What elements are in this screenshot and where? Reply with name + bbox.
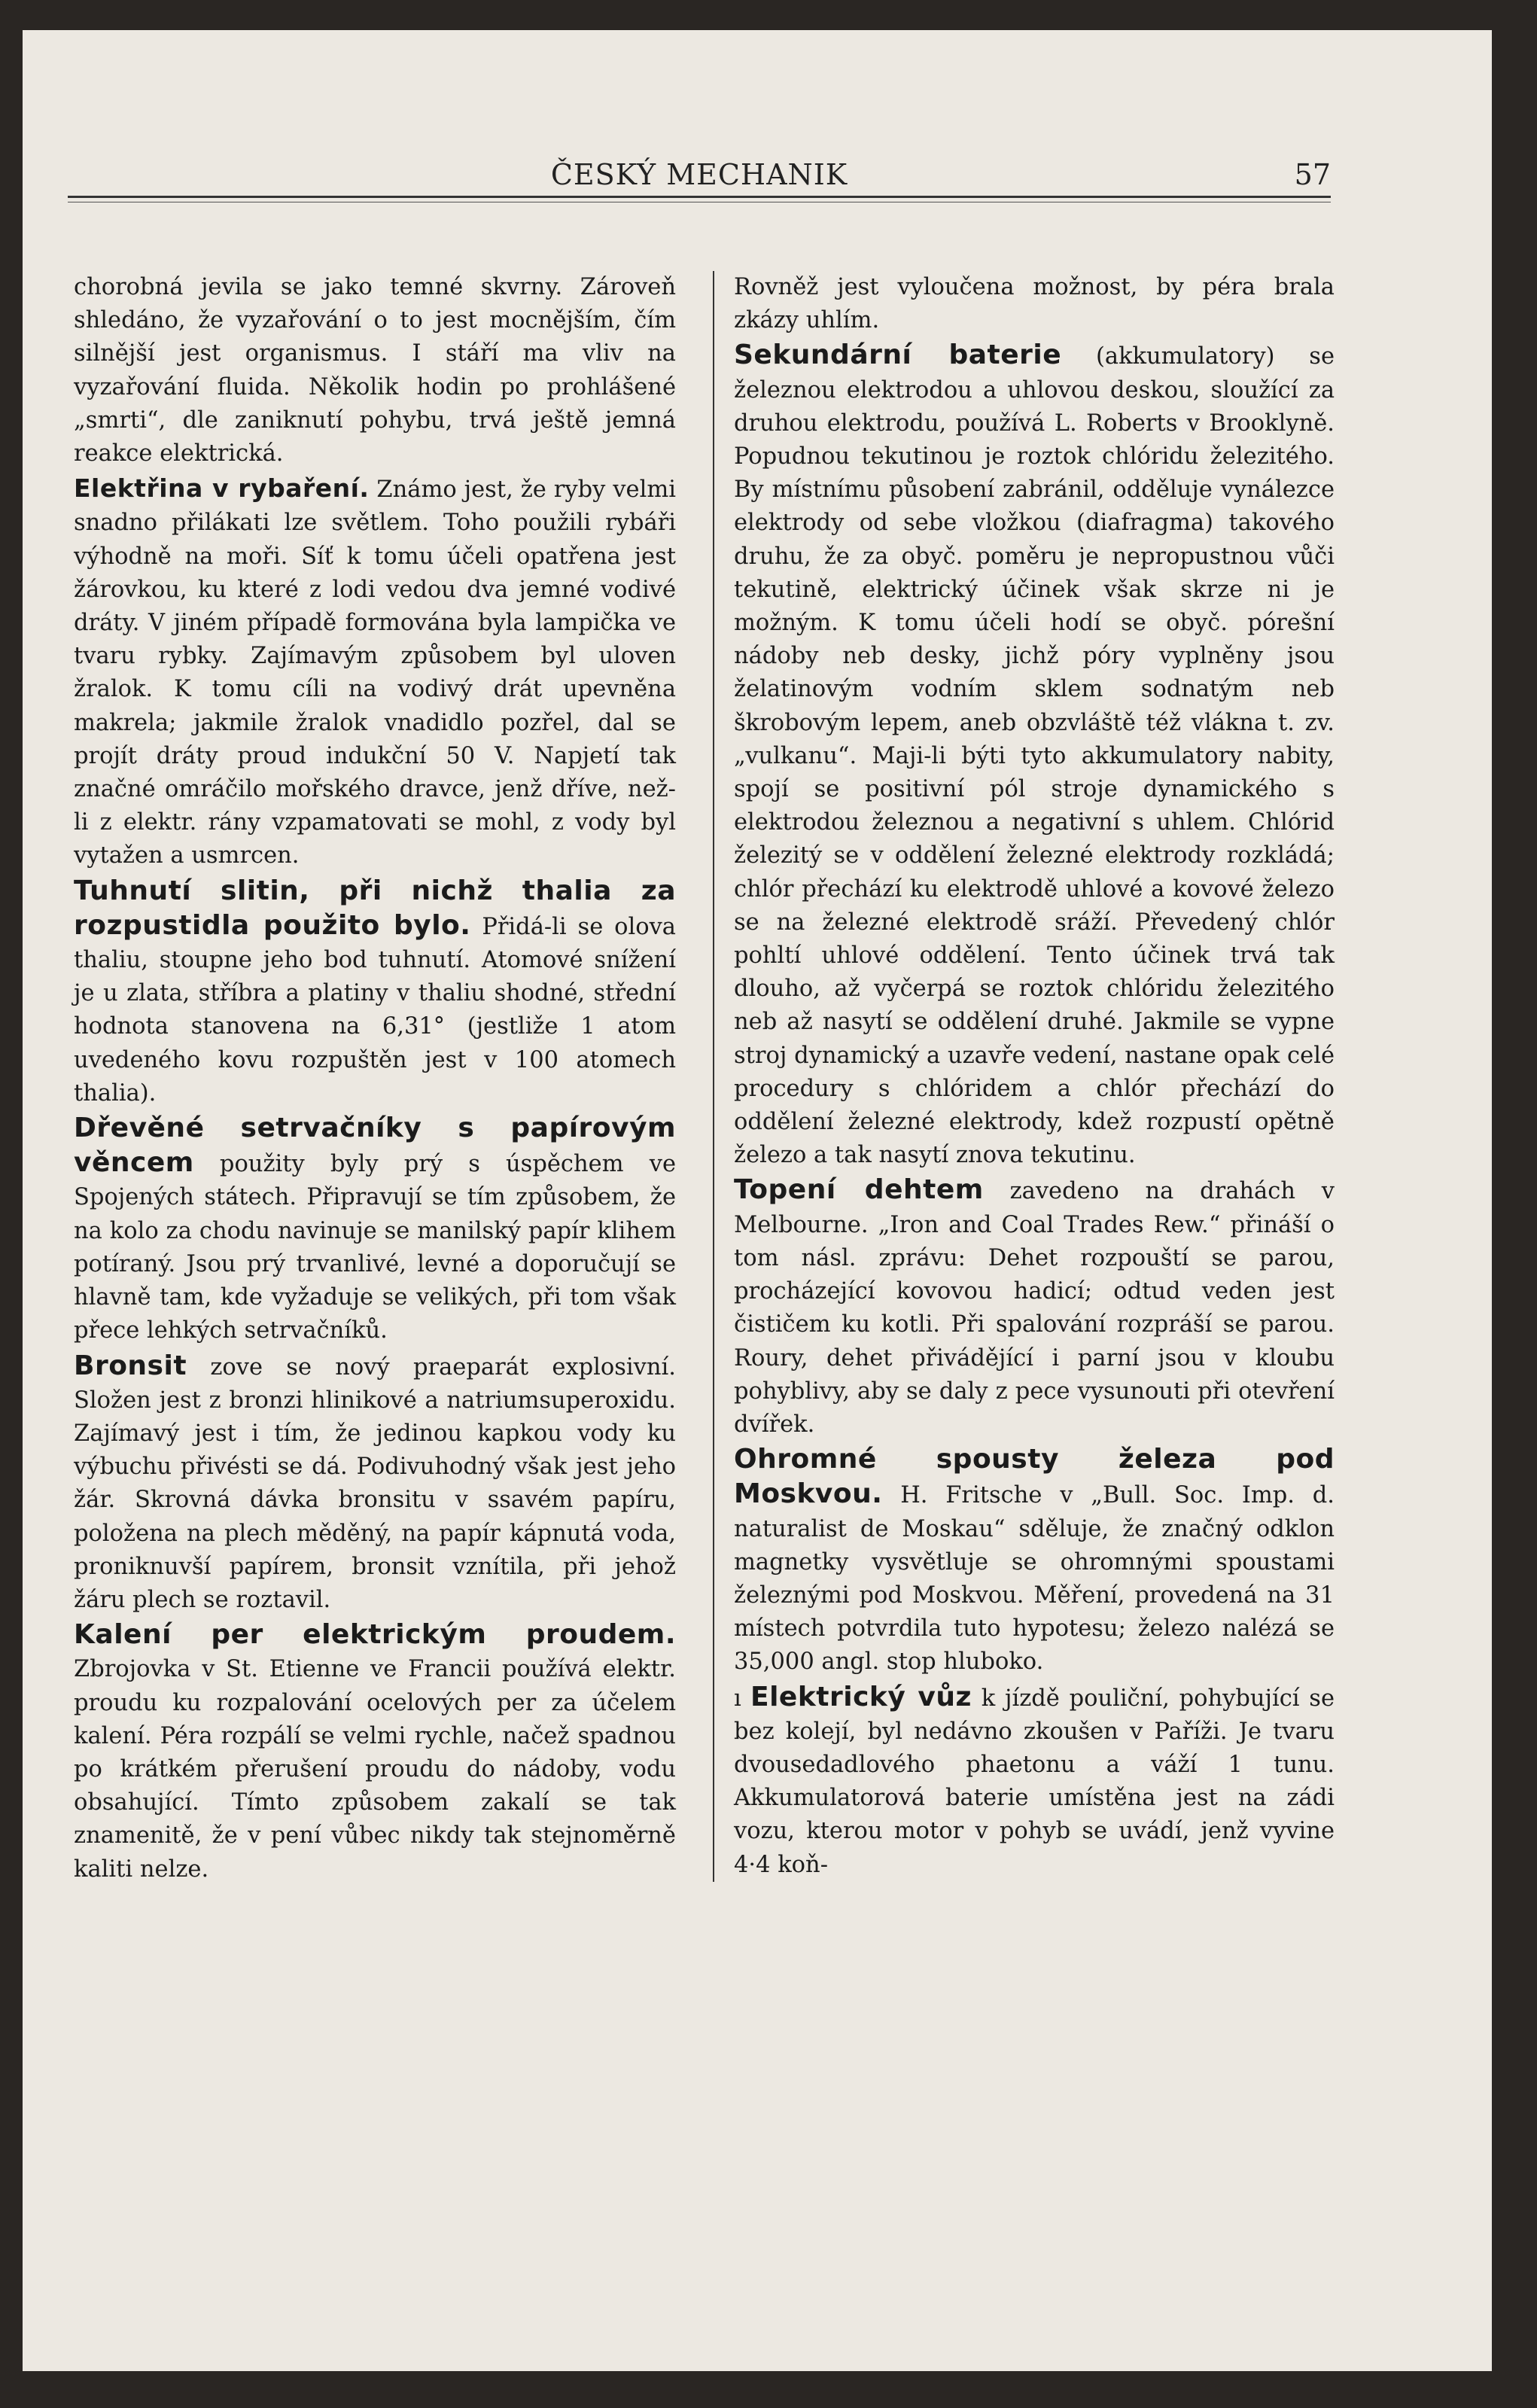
article-elektricky-vuz: [734, 1681, 1335, 1882]
article-heading: Sekundární baterie: [734, 339, 1062, 371]
article-text: použity byly prý s úspěchem ve Spojených státech. Připravují se tím způsobem, že na kolo za chodu navinuje se manilský papír klihem potíraný. Jsou prý trvanlivé, levné a doporučují se hlavně tam, kde vyžaduje se velikých, při tom však přece lehkých setrvačníků.: [74, 1151, 676, 1344]
article-text: H. Fritsche v „Bull. Soc. Imp. d. naturalist de Moskau“ sděluje, že značný odklon magnetky vysvětluje se ohromnými spoustami železnými pod Moskvou. Měření, provedená na 31 místech potvrdila tuto hypotesu; železo nalézá se 35,000 angl. stop hluboko.: [734, 1482, 1335, 1676]
article-bronsit: [74, 1350, 676, 1618]
page-number: 57: [1294, 158, 1331, 191]
article-text: chorobná jevila se jako temné skvrny. Zároveň shledáno, že vyzařování o to jest mocnějším, čím silnější jest organismus. I stáří ma vliv na vyzařování fluida. Několik hodin po prohlášené „smrti“, dle zaniknutí pohybu, trvá ještě jemná reakce elektrická.: [74, 274, 676, 467]
column-divider: [713, 271, 714, 1882]
article-heading: Elektřina v rybaření.: [74, 473, 370, 504]
article-setrvacniky: [74, 1112, 676, 1347]
article-heading: Elektrický vůz: [750, 1681, 972, 1712]
article-heading: Bronsit: [74, 1350, 187, 1381]
article-text: (akkumulatory) se železnou elektrodou a uhlovou deskou, sloužící za druhou elektrodu, používá L. Roberts v Brooklyně. Popudnou tekutinou je roztok chlóridu železitého. By místnímu působení zabránil, odděluje vynálezce elektrody od sebe vložkou (diafragma) takového druhu, že za obyč. poměru je nepropustnou vůči tekutině, elektrický účinek však skrze ni je možným. K tomu účeli hodí se obyč. pórešní nádoby neb desky, jichž póry vyplněny jsou želatinovým vodním sklem sodnatým neb škrobovým lepem, aneb obzvláště též vlákna t. zv. „vulkanu“. Maji-li býti tyto akkumulatory nabity, spojí se positivní pól stroje dynamického s elektrodou železnou a negativní s uhlem. Chlórid železitý se v oddělení železné elektrody rozkládá; chlór přechází ku elektrodě uhlové a kovové železo se na železné elektrodě sráží. Převedený chlór pohltí uhlové oddělení. Tento účinek trvá tak dlouho, až vyčerpá se roztok chlóridu železitého neb až nasytí se oddělení druhé. Jakmile se vypne stroj dynamický a uzavře vedení, nastane opak celé procedury s chlóridem a chlór přechází do oddělení železné elektrody, kdež rozpustí opětně železo a tak nasytí znova tekutinu.: [734, 343, 1335, 1169]
running-head: [68, 158, 1331, 211]
article-heading: Ohromné spousty železa pod Moskvou.: [734, 1444, 1335, 1510]
article-text: Přidá-li se olova thaliu, stoupne jeho bod tuhnutí. Atomové snížení je u zlata, stříbra a platiny v thaliu shodné, střední hodnota stanovena na 6,31° (jestliže 1 atom uvedeného kovu rozpuštěn jest v 100 atomech thalia).: [74, 913, 676, 1107]
article-text: Zbrojovka v St. Etienne ve Francii používá elektr. proudu ku rozpalování ocelových per za účelem kalení. Péra rozpálí se velmi rychle, načež spadnou po krátkém přerušení proudu do nádoby, vodu obsahující. Tímto způsobem zakalí se tak znamenitě, že v pení vůbec nikdy tak stejnoměrně kaliti nelze.: [74, 1656, 676, 1883]
article-spousty-zeleza: [734, 1443, 1335, 1679]
right-column: [734, 271, 1335, 1882]
header-rule: [68, 196, 1331, 198]
article-heading: Kalení per elektrickým proudem.: [74, 1619, 676, 1651]
bullet-mark: ı: [734, 1685, 741, 1712]
article-tuhnuti: [74, 875, 676, 1110]
article-text: k jízdě pouliční, pohybující se bez kolejí, byl nedávno zkoušen v Paříži. Je tvaru dvousedadlového phaetonu a váží 1 tunu. Akkumulatorová baterie umístěna jest na zádi vozu, kterou motor v pohyb se uvádí, jenž vyvine 4·4 koň-: [734, 1685, 1335, 1878]
article-text: Známo jest, že ryby velmi snadno přilákati lze světlem. Toho použili rybáři výhodně na moři. Síť k tomu účeli opatřena jest žárovkou, ku které z lodi vedou dva jemné vodivé dráty. V jiném případě formována byla lampička ve tvaru rybky. Zajímavým způsobem byl uloven žralok. K tomu cíli na vodivý drát upevněna makrela; jakmile žralok vnadidlo pozřel, dal se projít dráty proud indukční 50 V. Napjetí tak značné omráčilo mořského dravce, jenž dříve, než-li z elektr. rány vzpamatovati se mohl, z vody byl vytažen a usmrcen.: [74, 476, 677, 869]
article-sekundarni-baterie: [734, 339, 1335, 1172]
scanned-page: [23, 30, 1492, 2371]
article-continuation: [74, 271, 676, 470]
left-column: [74, 271, 676, 1886]
article-elektrina: [74, 472, 676, 872]
article-text: Rovněž jest vyloučena možnost, by péra brala zkázy uhlím.: [734, 274, 1335, 334]
article-text: zove se nový praeparát explosivní. Složen jest z bronzi hlinikové a natriumsuperoxidu. Zajímavý jest i tím, že jedinou kapkou vody ku výbuchu přivésti se dá. Podivuhodný však jest jeho žár. Skrovná dávka bronsitu v ssavém papíru, položena na plech měděný, na papír kápnutá voda, proniknuvší papírem, bronsit vznítila, při jehož žáru plech se roztavil.: [74, 1353, 676, 1613]
journal-title: ČESKÝ MECHANIK: [550, 158, 848, 191]
article-continuation: [734, 271, 1335, 337]
article-topeni-dehtem: [734, 1174, 1335, 1441]
article-text: zavedeno na drahách v Melbourne. „Iron and Coal Trades Rew.“ přináší o tom násl. zprávu: Dehet rozpouští se parou, procházející kovovou hadicí; odtud veden jest čističem ku kotli. Při spalování rozpráší se parou. Roury, dehet přivádějící i parní jsou v kloubu pohyblivy, aby se daly z pece vysunouti při otevření dvířek.: [734, 1178, 1335, 1438]
article-heading: Topení dehtem: [734, 1174, 984, 1206]
article-heading: Tuhnutí slitin, při nichž thalia za rozpustidla použito bylo.: [74, 875, 676, 941]
article-heading: Dřevěné setrvačníky s papírovým věncem: [74, 1113, 676, 1179]
article-kaleni: [74, 1618, 676, 1886]
